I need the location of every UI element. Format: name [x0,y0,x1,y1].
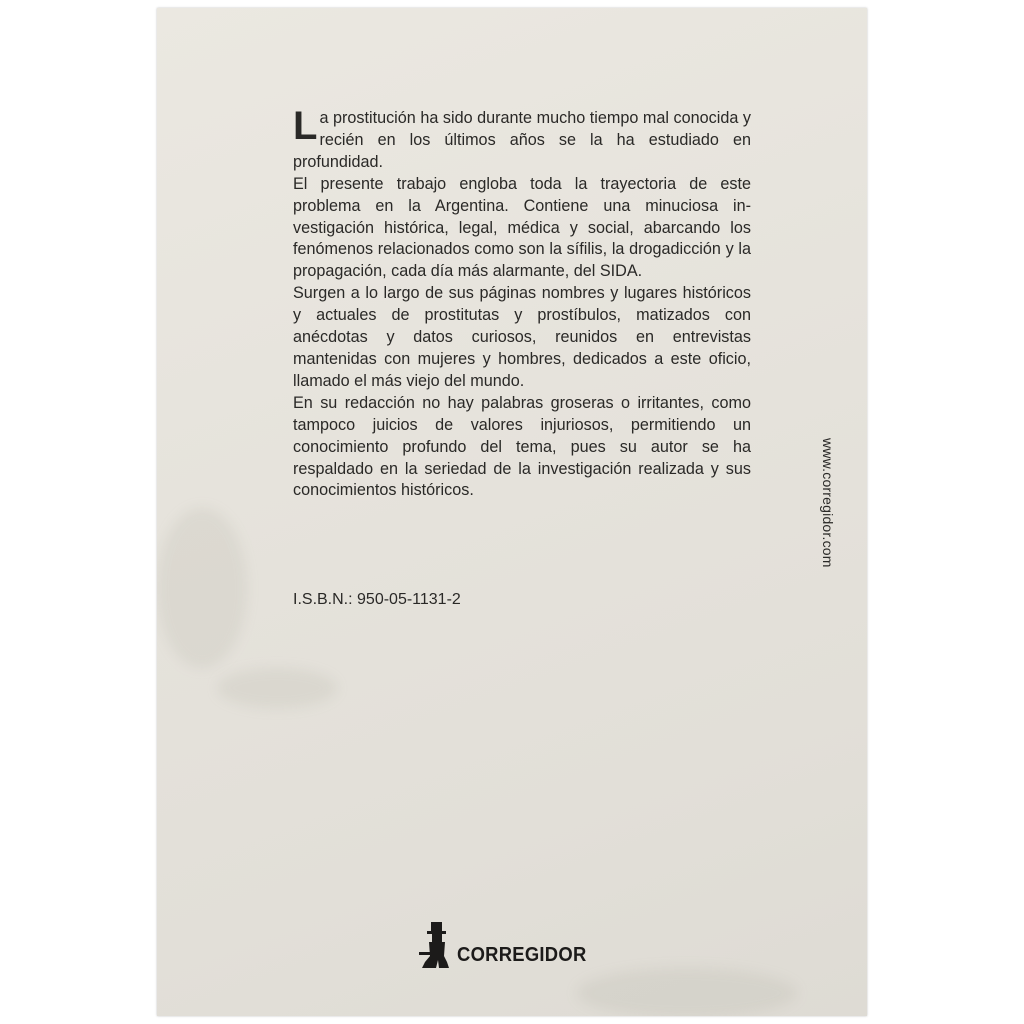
isbn: I.S.B.N.: 950-05-1131-2 [293,591,461,608]
blurb-text [293,104,751,502]
blurb-paragraph-3: Surgen a lo largo de sus páginas nombres y lugares históricos y actuales de prostitutas y prostíbulos, matizados con anécdotas y datos curiosos, reunidos en entrevistas mantenidas con mujeres y hombres, dedicados a este oficio, llamado el más viejo del mundo. [293,284,751,390]
blurb-paragraph-2: El presente trabajo engloba toda la trayectoria de este problema en la Argentina. Contiene una minuciosa investigación histórica, legal, médica y social, abarcando los fenómenos relacionados como son la sífilis, la drogadicción y la propagación, cada día más alarmante, del SIDA. [293,174,751,281]
drop-cap: L [293,104,318,148]
publisher-website: www.corregidor.com [820,438,836,568]
publisher-logo-block [417,920,598,968]
blurb-paragraph-1-text: a prostitución ha sido durante mucho tiempo mal conocida y recién en los últimos años se la ha estudiado en profundidad. [293,109,751,171]
publisher-name: CORREGIDOR [457,944,587,966]
book-back-cover [157,8,867,1016]
corregidor-figure-icon [417,922,453,968]
cover-wear-mark [577,968,797,1016]
cover-wear-mark [157,508,247,668]
cover-wear-mark [217,668,337,708]
blurb-paragraph-1 [293,104,751,174]
blurb-paragraph-4: En su redacción no hay palabras groseras o irritantes, como tampoco juicios de valores injuriosos, permitiendo un conocimiento profundo del tema, pues su autor se ha respaldado en la seriedad de la investigación realizada y sus conocimientos históricos. [293,393,751,500]
